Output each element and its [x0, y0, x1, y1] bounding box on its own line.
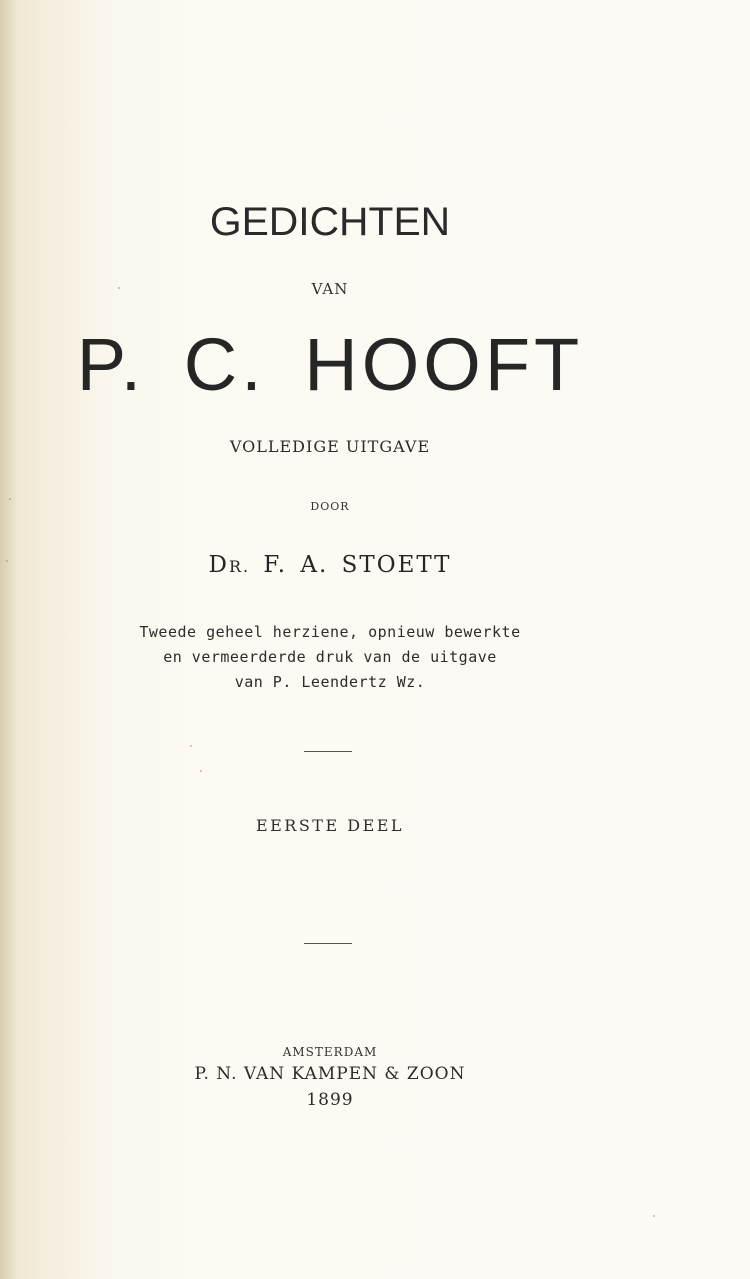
- description-line: en vermeerderde druk van de uitgave: [163, 648, 497, 666]
- description-line: Tweede geheel herziene, opnieuw bewerkte: [139, 623, 521, 641]
- editor-prefix-small: R.: [228, 557, 251, 576]
- paper-speck: [190, 745, 192, 747]
- paper-speck: [6, 560, 8, 562]
- publication-place: AMSTERDAM: [282, 1045, 378, 1059]
- edition-label: VOLLEDIGE UITGAVE: [229, 437, 431, 456]
- description-line: van P. Leendertz Wz.: [234, 673, 426, 691]
- by-label: VAN: [311, 280, 349, 298]
- paper-speck: [653, 1215, 655, 1217]
- door-label: DOOR: [310, 500, 350, 513]
- publication-year: 1899: [306, 1090, 354, 1110]
- author-name: P. C. HOOFT: [76, 323, 584, 406]
- divider-rule: [304, 751, 352, 752]
- paper-speck: [9, 498, 11, 500]
- paper-speck: [200, 770, 202, 772]
- publisher-name: P. N. VAN KAMPEN & ZOON: [194, 1064, 466, 1084]
- editor-prefix: D: [208, 552, 229, 578]
- volume-label: EERSTE DEEL: [255, 816, 405, 835]
- edition-description: [0, 620, 660, 695]
- editor-name: [0, 552, 660, 578]
- divider-rule: [304, 943, 352, 944]
- paper-speck: [118, 287, 120, 289]
- editor-fullname: F. A. STOETT: [250, 552, 452, 578]
- book-title: GEDICHTEN: [209, 200, 451, 244]
